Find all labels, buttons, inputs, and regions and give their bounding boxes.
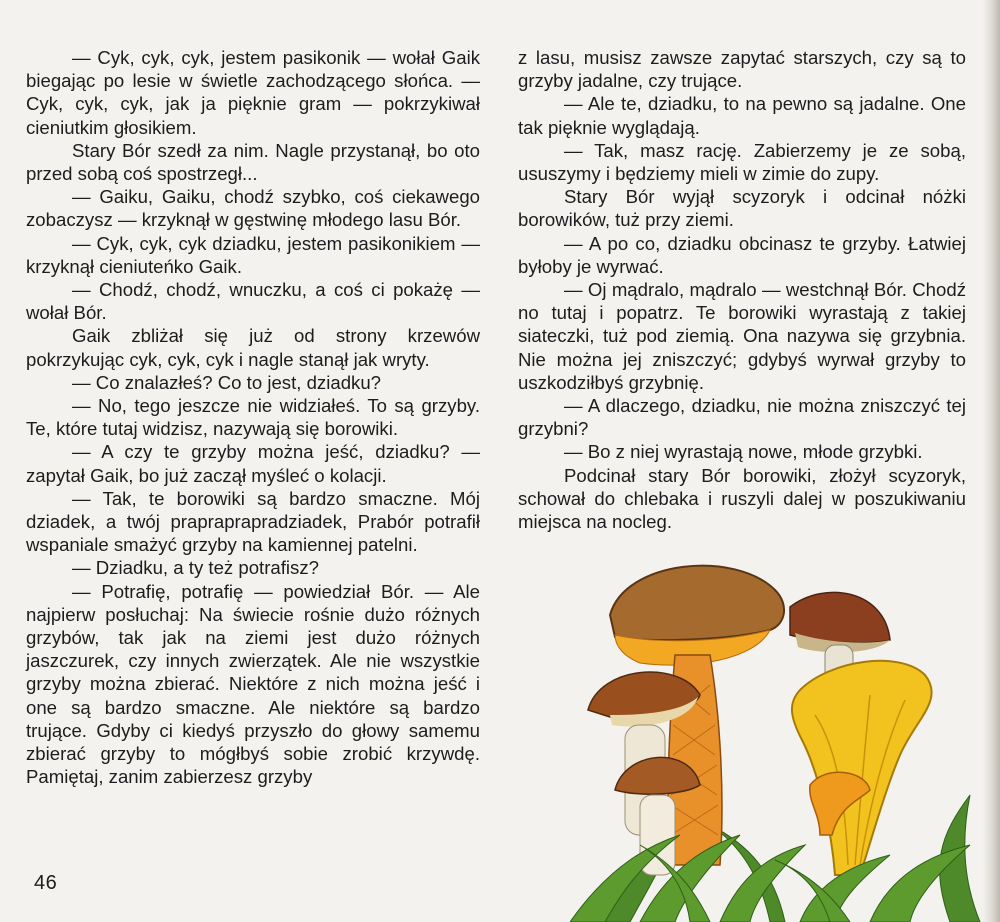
mushroom-illustration [570, 545, 990, 922]
paragraph: — A dlaczego, dziadku, nie można zniszczyć tej grzybni? [518, 395, 966, 440]
paragraph: Gaik zbliżał się już od strony krzewów pokrzykując cyk, cyk, cyk i nagle stanął jak wryty. [26, 325, 480, 370]
right-text-column [518, 46, 966, 533]
paragraph: — Chodź, chodź, wnuczku, a coś ci pokażę — wołał Bór. [26, 279, 480, 324]
paragraph: — Tak, masz rację. Zabierzemy je ze sobą, ususzymy i będziemy mieli w zimie do zupy. [518, 139, 966, 185]
paragraph: — Tak, te borowiki są bardzo smaczne. Mój dziadek, a twój prapraprapradziadek, Prabór potrafił wspaniale smażyć grzyby na kamiennej patelni. [26, 487, 480, 556]
paragraph: — Gaiku, Gaiku, chodź szybko, coś ciekawego zobaczysz — krzyknął w gęstwinę młodego lasu Bór. [26, 186, 480, 231]
paragraph: — Oj mądralo, mądralo — westchnął Bór. Chodź no tutaj i popatrz. Te borowiki wyrastają z takiej siateczki, tuż pod ziemią. Ona nazywa się grzybnia. Nie można jej zniszczyć; gdybyś wyrwał grzyby to uszkodziłbyś grzybnię. [518, 279, 966, 393]
paragraph: — Dziadku, a ty też potrafisz? [72, 557, 319, 579]
paragraph: — Ale te, dziadku, to na pewno są jadalne. One tak pięknie wyglądają. [518, 93, 966, 138]
page-number: 46 [34, 872, 58, 894]
paragraph: Stary Bór wyjął scyzoryk i odcinał nóżki borowików, tuż przy ziemi. [518, 186, 966, 231]
paragraph: — No, tego jeszcze nie widziałeś. To są grzyby. Te, które tutaj widzisz, nazywają się borowiki. [26, 395, 480, 440]
paragraph: — A czy te grzyby można jeść, dziadku? — zapytał Gaik, bo już zaczął myśleć o kolacji. [26, 441, 480, 486]
paragraph: — Bo z niej wyrastają nowe, młode grzybki. [564, 441, 923, 463]
paragraph: — Cyk, cyk, cyk dziadku, jestem pasikonikiem — krzyknął cieniuteńko Gaik. [26, 232, 480, 277]
paragraph: z lasu, musisz zawsze zapytać starszych, czy są to grzyby jadalne, czy trujące. [518, 47, 966, 92]
left-text-column [26, 46, 480, 789]
paragraph: Podcinał stary Bór borowiki, złożył scyzoryk, schował do chlebaka i ruszyli dalej w poszukiwaniu miejsca na nocleg. [518, 464, 966, 533]
paragraph: — Potrafię, potrafię — powiedział Bór. — Ale najpierw posłuchaj: Na świecie rośnie dużo różnych grzybów, tak jak na ziemi jest dużo różnych jaszczurek, czy innych zwierzątek. Ale nie wszystkie grzyby można zbierać. Niektóre z nich można jeść i one są bardzo smaczne. Ale niektóre są bardzo trujące. Gdyby ci kiedyś przyszło do głowy samemu zbierać grzyby to mógłbyś sobie zrobić krzywdę. Pamiętaj, zanim zabierzesz grzyby [26, 580, 480, 788]
paragraph: — Cyk, cyk, cyk, jestem pasikonik — wołał Gaik biegając po lesie w świetle zachodzącego słońca. — Cyk, cyk, cyk, jak ja pięknie gram — pokrzykiwał cieniutkim głosikiem. [26, 47, 480, 138]
paragraph: — A po co, dziadku obcinasz te grzyby. Łatwiej byłoby je wyrwać. [518, 232, 966, 277]
paragraph: Stary Bór szedł za nim. Nagle przystanął, bo oto przed sobą coś spostrzegł... [26, 139, 480, 185]
paragraph: — Co znalazłeś? Co to jest, dziadku? [72, 371, 382, 393]
